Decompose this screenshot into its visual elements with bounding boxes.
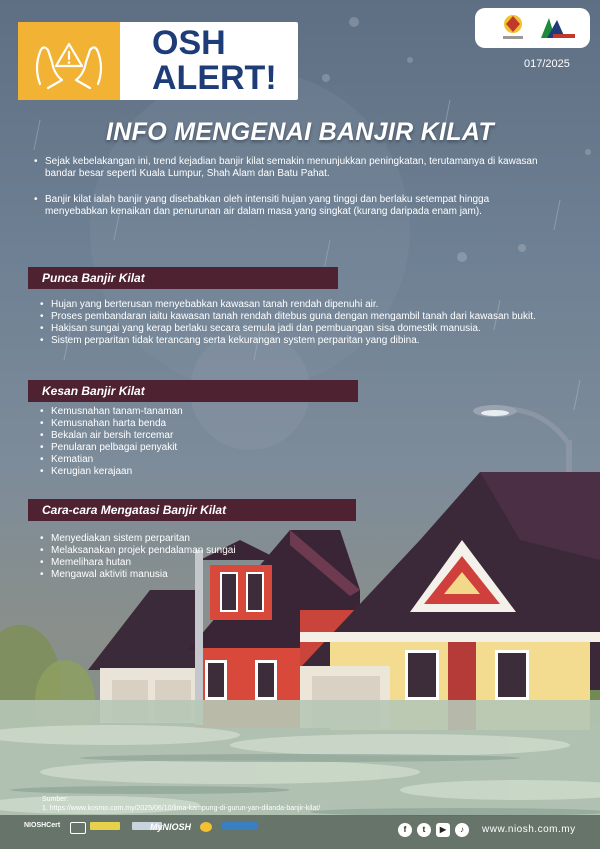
list-item: • Kematian [40,454,440,466]
agency-logos [475,8,590,48]
hands-warning-icon [18,22,120,100]
partner-logo-icon [200,822,212,832]
list-item: • Sistem perparitan tidak terancang serta kekurangan system perparitan yang dibina. [40,335,560,347]
alert-line-1: OSH [152,24,226,62]
list-item: • Proses pembandaran iaitu kawasan tanah rendah ditebus guna dengan mengambil tanah dari kawasan bukit. [40,311,560,323]
section-heading-punca: Punca Banjir Kilat [28,267,338,289]
section-heading-kesan: Kesan Banjir Kilat [28,380,358,402]
youtube-icon[interactable]: ▶ [436,823,450,837]
list-item: • Penularan pelbagai penyakit [40,442,440,454]
section-list-kesan [40,406,440,478]
list-item: • Kemusnahan tanam-tanaman [40,406,440,418]
government-crest-icon [503,15,523,39]
intro-list [34,156,554,232]
partner-logo-icon [222,822,258,830]
list-item: • Mengawal aktiviti manusia [40,569,440,581]
list-item: • Hujan yang berterusan menyebabkan kawasan tanah rendah dipenuhi air. [40,299,560,311]
tiktok-icon[interactable]: ♪ [455,823,469,837]
niosh-logo-icon [541,18,575,38]
list-item: • Menyediakan sistem perparitan [40,533,440,545]
nioshcert-logo: NIOSHCert [24,822,61,829]
list-item: • Kemusnahan harta benda [40,418,440,430]
list-item: • Kerugian kerajaan [40,466,440,478]
myniosh-logo: MyNIOSH [150,822,192,832]
section-list-cara [40,533,440,581]
reference-number: 017/2025 [524,58,570,70]
section-list-punca [40,299,560,347]
partner-logo-icon [90,822,120,830]
intro-item: • Sejak kebelakangan ini, trend kejadian banjir kilat semakin menunjukkan peningkatan, terutamanya di kawasan bandar besar seperti Kuala Lumpur, Shah Alam dan Batu Pahat. [34,156,554,180]
twitter-icon[interactable]: t [417,823,431,837]
alert-line-2: ALERT! [152,59,277,97]
source-label: Sumber: [42,796,69,803]
list-item: • Memelihara hutan [40,557,440,569]
osh-alert-logo [18,22,298,100]
facebook-icon[interactable]: f [398,823,412,837]
source-block [42,795,320,813]
source-link[interactable]: 1. https://www.kosmo.com.my/2025/06/10/lima-kampung-di-gurun-yan-dilanda-banjir-kilat/ [42,805,321,812]
partner-logo-icon [70,822,86,834]
page-title: INFO MENGENAI BANJIR KILAT [106,118,494,146]
list-item: • Hakisan sungai yang kerap berlaku secara semula jadi dan pembuangan sisa domestik manusia. [40,323,560,335]
list-item: • Bekalan air bersih tercemar [40,430,440,442]
list-item: • Melaksanakan projek pendalaman sungai [40,545,440,557]
section-heading-cara: Cara-cara Mengatasi Banjir Kilat [28,499,356,521]
intro-item: • Banjir kilat ialah banjir yang disebabkan oleh intensiti hujan yang tinggi dan berlaku setempat hingga menyebabkan kenaikan dan penurunan air dalam masa yang singkat (kurang daripada enam jam). [34,194,554,218]
website-link[interactable]: www.niosh.com.my [482,824,576,835]
